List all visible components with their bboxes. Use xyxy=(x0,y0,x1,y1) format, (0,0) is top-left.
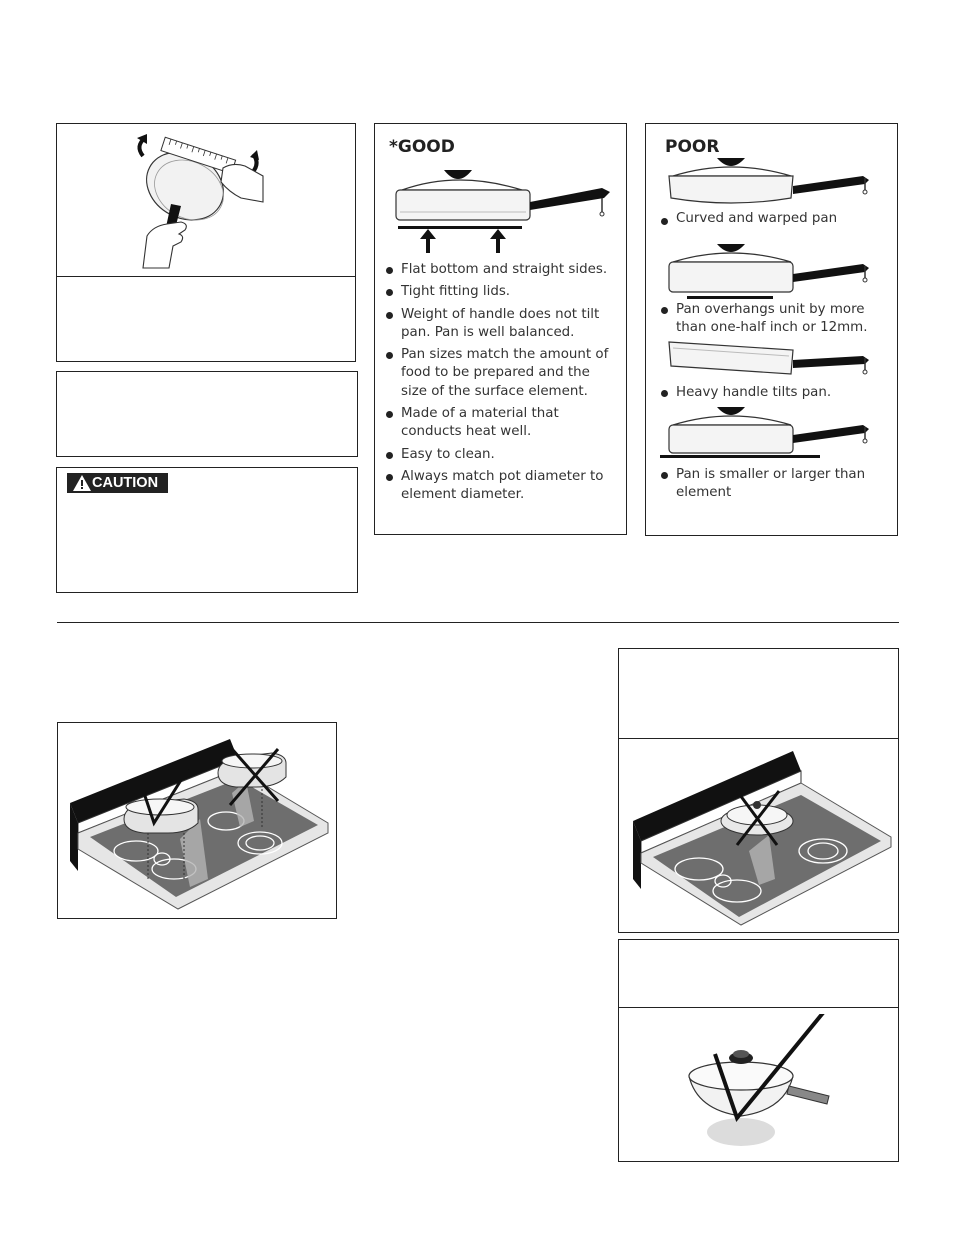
mismatched-pan-illustration xyxy=(660,405,877,461)
note-box xyxy=(56,371,358,457)
good-bullet: Pan sizes match the amount of food to be prepared and the size of the surface element. xyxy=(386,346,616,401)
good-bullet: Always match pot diameter to element diameter. xyxy=(386,468,616,505)
poor-caption-text: Pan is smaller or larger than element xyxy=(676,467,866,500)
wok-box xyxy=(618,939,899,1162)
poor-heading: POOR xyxy=(665,137,720,157)
good-bullet: Weight of handle does not tilt pan. Pan is well balanced. xyxy=(386,306,616,343)
wok-illustration xyxy=(679,1014,839,1154)
poor-caption xyxy=(676,384,881,402)
overhang-pan-illustration xyxy=(665,240,877,302)
good-pan-illustration xyxy=(392,160,616,254)
tilted-pan-illustration xyxy=(665,338,877,380)
caution-badge xyxy=(67,473,168,493)
poor-caption-text: Heavy handle tilts pan. xyxy=(676,385,832,400)
poor-caption-text: Curved and warped pan xyxy=(676,211,838,226)
poor-caption xyxy=(676,301,881,336)
large-pan-box xyxy=(618,648,899,933)
cooktop-canning-box xyxy=(57,722,337,919)
pan-test-divider xyxy=(57,276,355,277)
good-bullet: Easy to clean. xyxy=(386,446,616,464)
pan-ruler-test-illustration xyxy=(127,126,277,271)
warning-triangle-icon xyxy=(73,475,91,491)
good-heading: *GOOD xyxy=(389,137,455,157)
poor-caption-text: Pan overhangs unit by more than one-half inch or 12mm. xyxy=(676,302,868,335)
large-pan-divider xyxy=(619,738,898,739)
cooktop-two-pans-illustration xyxy=(64,729,330,913)
good-bullet: Flat bottom and straight sides. xyxy=(386,261,616,279)
good-bullet: Made of a material that conducts heat well. xyxy=(386,405,616,442)
good-bullet-list xyxy=(386,261,616,509)
warped-pan-illustration xyxy=(665,156,877,206)
wok-divider xyxy=(619,1007,898,1008)
caution-label: CAUTION xyxy=(92,475,159,491)
cooktop-large-pan-illustration xyxy=(627,741,893,927)
section-divider xyxy=(57,622,899,623)
poor-caption xyxy=(676,210,881,228)
good-bullet: Tight fitting lids. xyxy=(386,283,616,301)
poor-caption xyxy=(676,466,881,501)
pan-test-box xyxy=(56,123,356,362)
